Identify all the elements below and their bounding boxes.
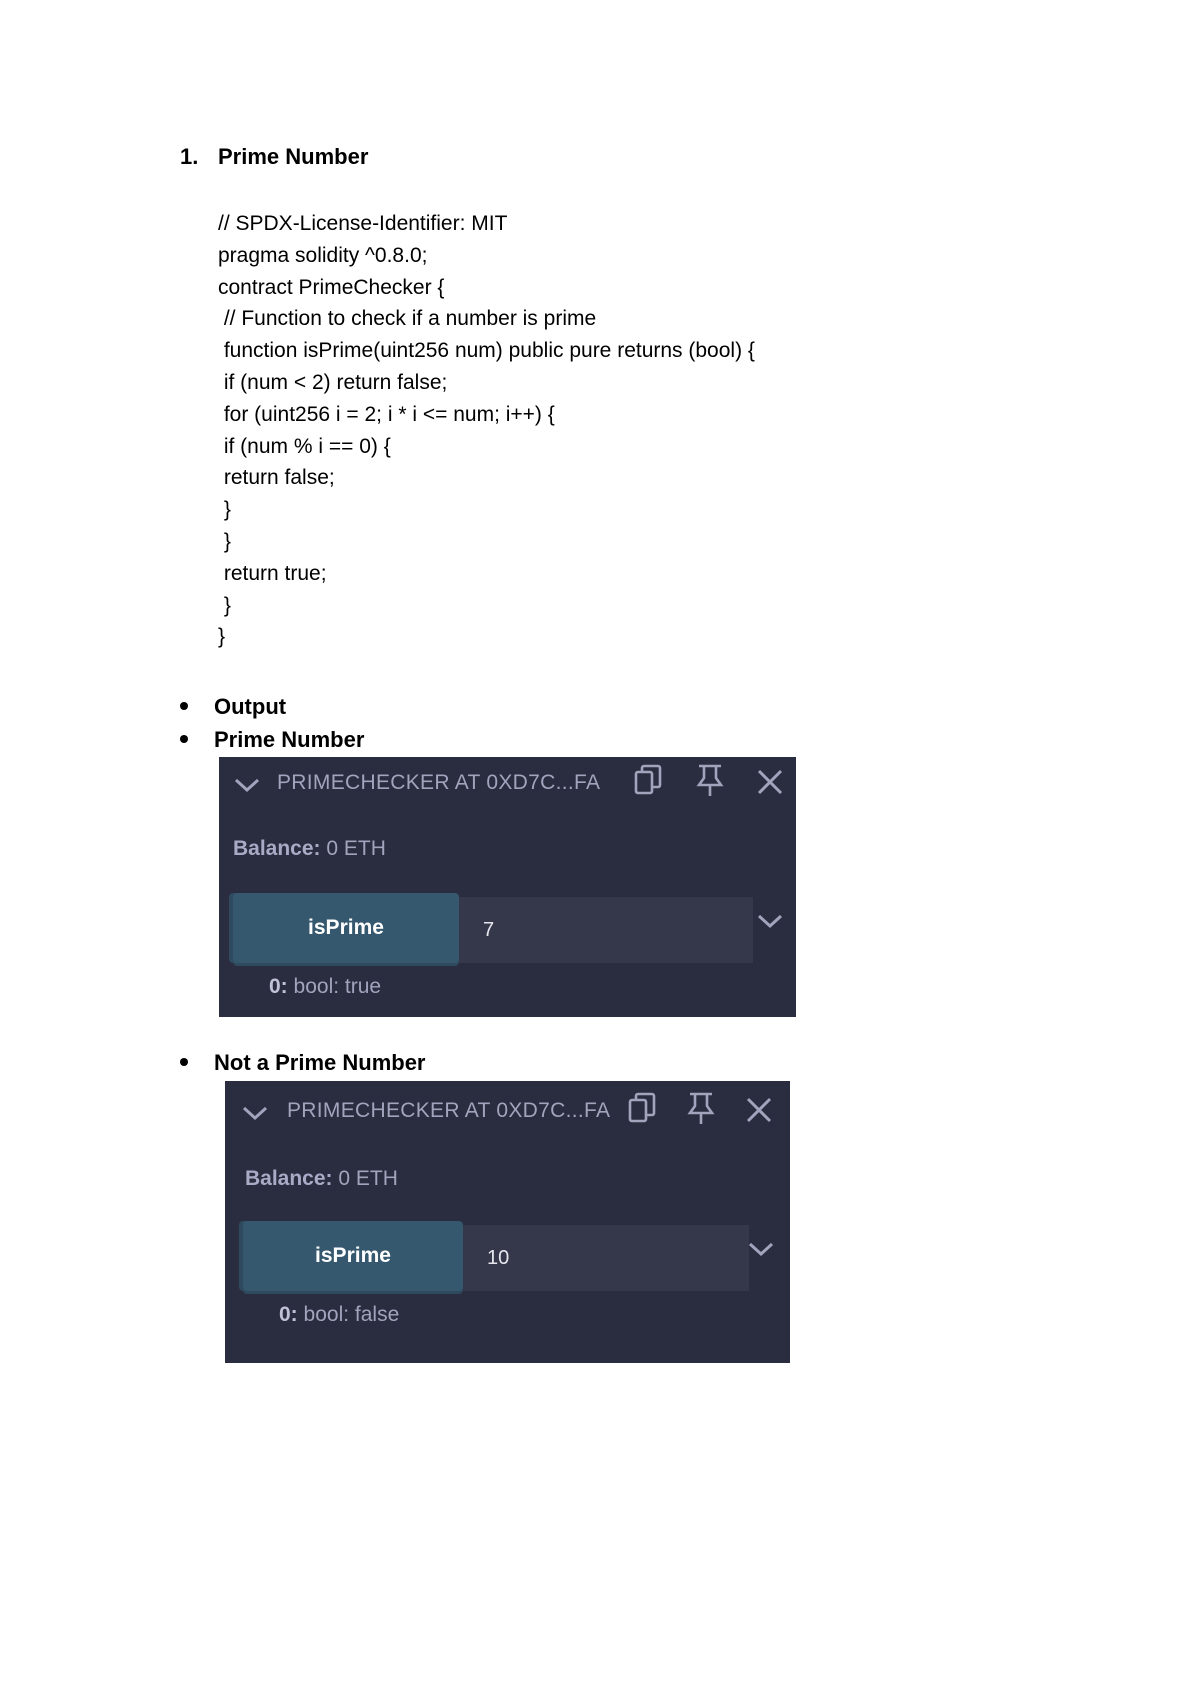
bullet-dot-icon [180,702,188,710]
is-prime-input[interactable] [463,1225,749,1291]
balance-row [233,837,386,861]
code-line: } [218,529,231,553]
code-line: return true; [218,561,327,585]
contract-title: PRIMECHECKER AT 0XD7C...FA [277,771,601,794]
pin-icon[interactable] [693,763,727,797]
result-value: bool: false [303,1303,400,1326]
is-prime-button[interactable]: isPrime [233,893,459,963]
code-line: pragma solidity ^0.8.0; [218,243,428,267]
close-icon[interactable] [753,765,787,799]
bullet-text: Prime Number [214,727,365,752]
bullet-not-prime [180,1050,426,1076]
balance-label: Balance: [233,837,321,860]
chevron-down-icon[interactable] [241,1103,269,1123]
is-prime-input[interactable] [459,897,753,963]
pin-icon[interactable] [684,1091,718,1125]
bullet-dot-icon [180,1058,188,1066]
code-block [218,208,755,653]
code-line: if (num < 2) return false; [218,370,448,394]
result-index: 0: [279,1303,298,1326]
contract-panel-prime [219,757,796,1017]
section-number: 1. [180,144,199,169]
bullet-dot-icon [180,735,188,743]
bullet-text: Not a Prime Number [214,1050,426,1075]
result-index: 0: [269,975,288,998]
code-line: } [218,498,231,522]
section-heading [180,144,368,170]
result-row [269,975,381,999]
is-prime-button[interactable]: isPrime [243,1221,463,1291]
code-line: } [218,593,231,617]
copy-icon[interactable] [625,1091,659,1125]
balance-value: 0 ETH [326,837,386,860]
code-line: if (num % i == 0) { [218,434,391,458]
code-line: for (uint256 i = 2; i * i <= num; i++) { [218,402,555,426]
contract-title: PRIMECHECKER AT 0XD7C...FA [287,1099,611,1122]
chevron-down-icon[interactable] [233,775,261,795]
contract-panel-not-prime [225,1081,790,1363]
code-line: return false; [218,466,335,490]
result-value: bool: true [293,975,382,998]
chevron-down-icon[interactable] [756,911,784,931]
balance-row [245,1167,398,1191]
balance-value: 0 ETH [338,1167,398,1190]
code-line: } [218,625,226,649]
code-line: // SPDX-License-Identifier: MIT [218,212,508,235]
code-line: // Function to check if a number is prime [218,307,597,331]
bullet-prime [180,727,364,753]
result-row [279,1303,399,1327]
code-line: contract PrimeChecker { [218,275,445,299]
bullet-text: Output [214,694,287,719]
balance-label: Balance: [245,1167,333,1190]
copy-icon[interactable] [631,763,665,797]
section-title: Prime Number [218,144,369,169]
bullet-output [180,694,286,720]
code-line: function isPrime(uint256 num) public pure returns (bool) { [218,339,755,363]
close-icon[interactable] [742,1093,776,1127]
chevron-down-icon[interactable] [747,1239,775,1259]
